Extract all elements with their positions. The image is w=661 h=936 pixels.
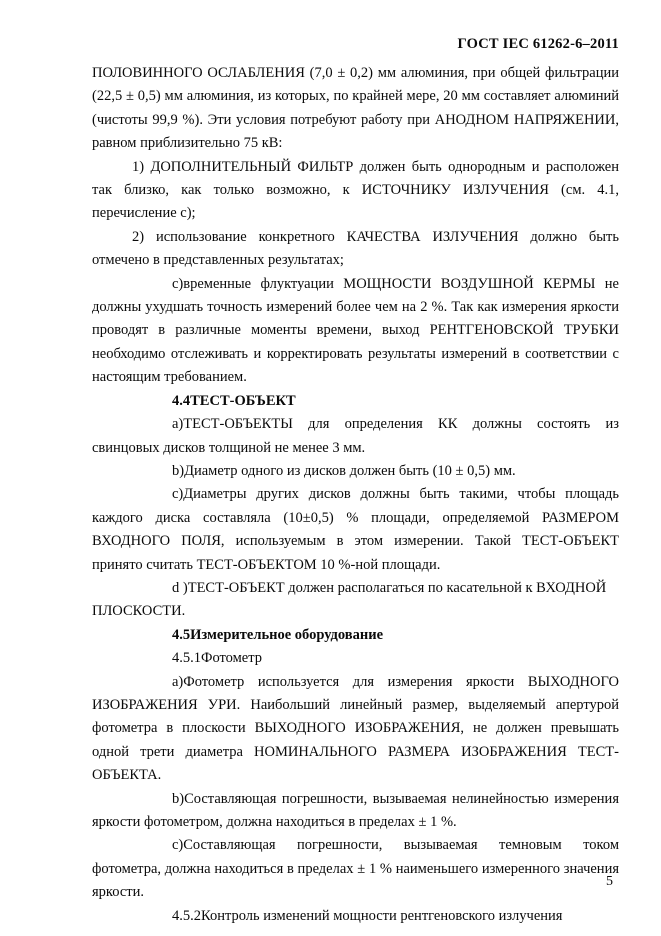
paragraph-text: Диаметр одного из дисков должен быть (10 ± 0,5) мм. — [184, 462, 516, 479]
paragraph — [92, 273, 619, 390]
paragraph-text: ТЕСТ-ОБЪЕКТЫ для определения КК должны состоять из свинцовых дисков толщиной не менее 3 мм. — [92, 416, 619, 456]
paragraph-label: a) — [172, 673, 184, 690]
document-header-title: ГОСТ IEC 61262-6–2011 — [457, 36, 619, 52]
paragraph-label: b) — [172, 790, 185, 807]
paragraph — [92, 671, 619, 788]
page-number: 5 — [606, 874, 613, 889]
document-body — [92, 36, 619, 928]
paragraph — [92, 834, 619, 904]
paragraph — [92, 905, 619, 928]
paragraph-label: 4.5.2 — [172, 907, 201, 924]
paragraph-label: 4.5 — [172, 626, 191, 643]
paragraph-label: d ) — [172, 579, 188, 596]
paragraph-text: Фотометр используется для измерения яркости ВЫХОДНОГО ИЗОБРАЖЕНИЯ УРИ. Наибольший линейный размер, выделяемый апертурой фотометра в плоскости ВЫХОДНОГО ИЗОБРАЖЕНИЯ, не должен превышать одной трети диаметра НОМИНАЛЬНОГО РАЗМЕРА ИЗОБРАЖЕНИЯ ТЕСТ-ОБЪЕКТА. — [92, 673, 619, 784]
paragraph — [92, 460, 619, 483]
paragraph-label: a) — [172, 416, 184, 433]
paragraph-label: 1) — [132, 158, 145, 175]
section-heading — [92, 390, 619, 413]
paragraph-text: Измерительное оборудование — [190, 626, 384, 643]
paragraph-label: 2) — [132, 228, 145, 245]
paragraph-label: b) — [172, 462, 185, 479]
paragraph-label: c) — [172, 275, 184, 292]
paragraph-text: Составляющая погрешности, вызываемая нелинейностью измерения яркости фотометром, должна находиться в пределах ± 1 %. — [92, 790, 619, 830]
paragraph-label: c) — [172, 486, 184, 503]
paragraph — [92, 156, 619, 226]
paragraph — [92, 647, 619, 670]
paragraph-text: Составляющая погрешности, вызываемая темновым током фотометра, должна находиться в пределах ± 1 % наименьшего измеренного значения яркости. — [92, 837, 619, 901]
paragraph-text: ПОЛОВИННОГО ОСЛАБЛЕНИЯ (7,0 ± 0,2) мм алюминия, при общей фильтрации (22,5 ± 0,5) мм алюминия, из которых, по крайней мере, 20 мм составляет алюминий (чистоты 99,9 %). Эти условия потребуют работу при АНОДНОМ НАПРЯЖЕНИИ, равном приблизительно 75 кВ: — [92, 65, 619, 152]
paragraph — [92, 577, 619, 624]
paragraph — [92, 62, 619, 156]
paragraph-text: Контроль изменений мощности рентгеновского излучения — [201, 907, 563, 924]
paragraph-text: Диаметры других дисков должны быть такими, чтобы площадь каждого диска составляла (10±0,5) % площади, определяемой РАЗМЕРОМ ВХОДНОГО ПОЛЯ, используемым в этом измерении. Такой ТЕСТ-ОБЪЕКТ принято считать ТЕСТ-ОБЪЕКТОМ 10 %-ной площади. — [92, 486, 619, 573]
paragraph — [92, 226, 619, 273]
paragraph-label: c) — [172, 837, 184, 854]
paragraph-text: ДОПОЛНИТЕЛЬНЫЙ ФИЛЬТР должен быть однородным и расположен так близко, как только возможно, к ИСТОЧНИКУ ИЗЛУЧЕНИЯ (см. 4.1, перечисление c); — [92, 158, 619, 222]
paragraph-text: ТЕСТ-ОБЪЕКТ должен располагаться по касательной к ВХОДНОЙ ПЛОСКОСТИ. — [92, 579, 607, 620]
paragraph — [92, 413, 619, 460]
paragraph-text: использование конкретного КАЧЕСТВА ИЗЛУЧЕНИЯ должно быть отмечено в представленных результатах; — [92, 228, 619, 269]
paragraph-text: ТЕСТ-ОБЪЕКТ — [190, 392, 296, 409]
paragraph-label: 4.4 — [172, 392, 191, 409]
paragraph — [92, 788, 619, 835]
paragraph-label: 4.5.1 — [172, 650, 201, 667]
paragraph — [92, 483, 619, 577]
paragraph-text: временные флуктуации МОЩНОСТИ ВОЗДУШНОЙ КЕРМЫ не должны ухудшать точность измерений более чем на 2 %. Так как измерения яркости проводят в различные моменты времени, выход РЕНТГЕНОВСКОЙ ТРУБКИ необходимо отслеживать и корректировать результаты измерений в соответствии с настоящим требованием. — [92, 275, 619, 386]
paragraph-container — [92, 62, 619, 928]
section-heading — [92, 624, 619, 647]
paragraph-text: Фотометр — [201, 650, 263, 667]
